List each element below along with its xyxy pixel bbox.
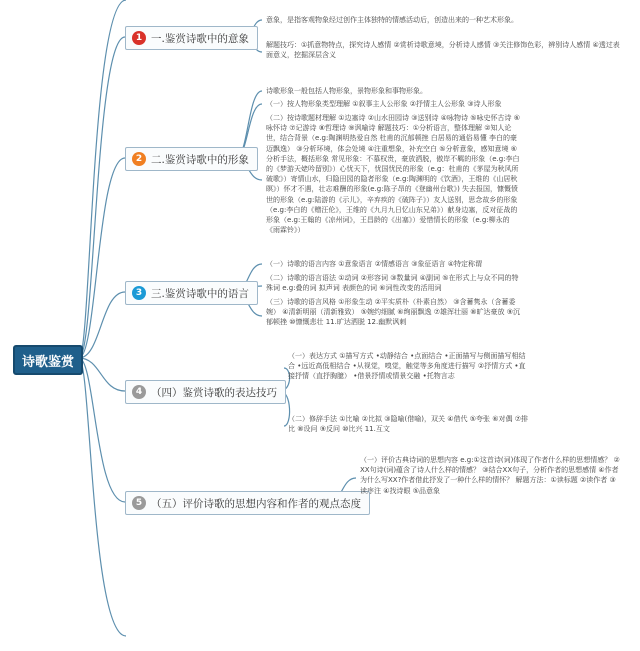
- branch-3-detail-3: （三）诗歌的语言风格 ①形象生动 ②平实质朴（朴素自然） ③含蓄隽永（含蓄委婉） ④清新明丽（清新雅致） ⑤婉约细腻 ⑥绚丽飘逸 ⑦雄浑壮丽 ⑧旷达豪放 ⑨沉郁顿挫 ⑩慷慨悲壮 11.旷达洒脱 12.幽默讽刺: [266, 298, 521, 327]
- branch-2-label: 二.鉴赏诗歌中的形象: [151, 153, 249, 166]
- branch-5-number-badge: 5: [132, 496, 146, 510]
- branch-1-detail-2: 解题技巧：①抓意物特点，探究诗人感情 ②赏析诗歌意境，分析诗人感情 ③关注修饰色彩，辨别诗人感情 ④透过表面意义，挖掘深层含义: [266, 41, 620, 60]
- branch-2-image[interactable]: [125, 147, 258, 171]
- branch-3-label: 三.鉴赏诗歌中的语言: [151, 287, 249, 300]
- branch-5-label: （五）评价诗歌的思想内容和作者的观点态度: [151, 497, 361, 510]
- branch-4-number-badge: 4: [132, 385, 146, 399]
- branch-1-number-badge: 1: [132, 31, 146, 45]
- connector-root-b4: [79, 358, 125, 391]
- root-node[interactable]: 诗歌鉴赏: [13, 345, 83, 375]
- branch-5-detail-1: （一）评价古典诗词的思想内容 e.g:①这首诗(词)体现了作者什么样的思想情感？ ②XX句诗(词)蕴含了诗人什么样的情感？ ③结合XX句子，分析作者的思想感情 ④作者为什么写XX?作者借此抒发了一种什么样的情怀？ 解题方法：①读标题 ②读作者 ③读序注 ④找诗眼 ⑤品意象: [360, 456, 620, 495]
- branch-1-detail-1: 意象，是指客观物象经过创作主体独特的情感活动后，创造出来的一种艺术形象。: [266, 16, 518, 24]
- branch-3-detail-2: （二）诗歌的语言语法 ①动词 ②形容词 ③数量词 ④副词 ⑤在形式上与众不同的特殊词 e.g:叠的词 拟声词 表颜色的词 ⑥词性改变的活用词: [266, 274, 519, 293]
- branch-4-detail-1: （一）表达方式 ①描写方式 •动静结合 •点面结合 •正面描写与侧面描写相结合 •远近高低相结合 •从视觉，嗅觉，触觉等多角度进行描写 ②抒情方式 •直接抒情（直抒胸臆） •借景抒情或情景交融 •托物言志: [288, 352, 526, 381]
- branch-3-language[interactable]: [125, 281, 258, 305]
- branch-4-techniques[interactable]: [125, 380, 286, 404]
- branch-5-evaluation[interactable]: [125, 491, 370, 515]
- branch-2-detail-1: 诗歌形象一般包括人物形象，景物形象和事物形象。: [266, 87, 427, 95]
- branch-4-detail-2: （二）修辞手法 ①比喻 ②比拟 ③隐喻(借喻)，双关 ④借代 ⑤夸张 ⑥对偶 ⑦排比 ⑧设问 ⑨反问 ⑩比兴 11.互文: [288, 415, 528, 434]
- branch-1-imagery[interactable]: [125, 26, 258, 50]
- branch-2-number-badge: 2: [132, 152, 146, 166]
- branch-2-detail-2: （一）按人物形象类型理解 ①叙事主人公形象 ②抒情主人公形象 ③诗人形象: [266, 100, 502, 108]
- connector-root-b2: [79, 158, 125, 358]
- branch-3-number-badge: 3: [132, 286, 146, 300]
- branch-2-detail-3: （二）按诗歌题材理解 ①边塞诗 ②山水田园诗 ③送别诗 ④咏物诗 ⑤咏史怀古诗 ⑥咏怀诗 ⑦记游诗 ⑧哲理诗 ⑨讽喻诗 解题技巧：①分析语言，整体理解 ②知人论世，结合背景（e.g:陶渊明热爱自然 杜甫的沉郁顿挫 白居易的通俗易懂 李白的豪迈飘逸） ③分析环境，体会处境 ④注重想象，补充空白 ⑤分析意象，感知意境 ⑥分析手法，概括形象 常见形象：不慕权贵，豪放洒脱，傲岸不羁的形象（e.g:李白的《梦游天姥吟留别》）心忧天下，忧国忧民的形象（e.g：杜甫的《茅屋为秋风所破歌》）寄情山水，归隐田园的隐者形象（e.g:陶渊明的《饮酒》，王维的《山居秋暝》）怀才不遇，壮志难酬的形象(e.g:陈子昂的《登幽州台歌》) 失去报国，慷慨愤世的形象（e.g:陆游的《示儿》，辛弃疾的《破阵子》）友人送别，思念故乡的形象（e.g:李白的《赠汪伦》，王维的《九月九日忆山东兄弟》）献身边塞，反对征战的形象（e.g:王翰的《凉州词》，王昌龄的《出塞》）爱惜情长的形象（e.g:柳永的《雨霖铃》）: [266, 114, 521, 235]
- connector-root-bottom: [79, 358, 126, 636]
- connector-root-top: [79, 0, 126, 358]
- branch-4-label: （四）鉴赏诗歌的表达技巧: [151, 386, 277, 399]
- connector-root-b5: [79, 358, 125, 502]
- branch-1-label: 一.鉴赏诗歌中的意象: [151, 32, 249, 45]
- branch-3-detail-1: （一）诗歌的语言内容 ①意象语言 ②情感语言 ③象征语言 ④特定称谓: [266, 260, 483, 268]
